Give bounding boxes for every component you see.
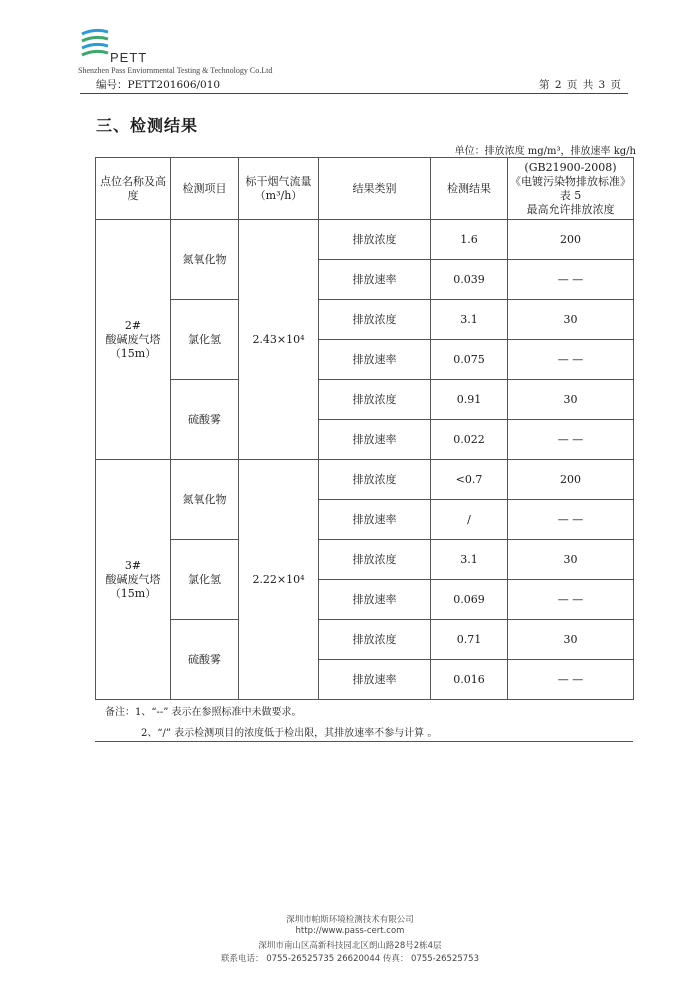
- header-flow: 标干烟气流量（m³/h）: [239, 158, 319, 220]
- limit-cell: 200: [508, 460, 634, 500]
- result-cell: <0.7: [431, 460, 508, 500]
- limit-cell: 200: [508, 220, 634, 260]
- result-cell: 0.039: [431, 260, 508, 300]
- table-row: [96, 300, 634, 340]
- limit-cell: — —: [508, 420, 634, 460]
- location-height: （15m）: [109, 586, 157, 600]
- limit-cell: — —: [508, 260, 634, 300]
- location-name: 酸碱废气塔: [105, 572, 161, 586]
- table-row: [96, 540, 634, 580]
- result-cell: 0.069: [431, 580, 508, 620]
- result-cell: 0.91: [431, 380, 508, 420]
- category-cell: 排放浓度: [319, 540, 431, 580]
- section-title: 三、检测结果: [96, 116, 199, 135]
- location-height: （15m）: [109, 346, 157, 360]
- item-cell: 氯化氢: [171, 300, 239, 380]
- brand-name: PETT: [110, 50, 148, 65]
- limit-cell: 30: [508, 620, 634, 660]
- item-cell: 硫酸雾: [171, 380, 239, 460]
- page-number: 第 2 页 共 3 页: [539, 79, 622, 91]
- header-result: 检测结果: [431, 158, 508, 220]
- category-cell: 排放浓度: [319, 380, 431, 420]
- limit-cell: — —: [508, 340, 634, 380]
- header-divider: [80, 93, 628, 94]
- result-cell: 3.1: [431, 540, 508, 580]
- item-cell: 硫酸雾: [171, 620, 239, 700]
- location-name: 酸碱废气塔: [105, 332, 161, 346]
- category-cell: 排放浓度: [319, 620, 431, 660]
- company-logo: [78, 24, 318, 84]
- header-category: 结果类别: [319, 158, 431, 220]
- limit-cell: 30: [508, 300, 634, 340]
- result-cell: 0.022: [431, 420, 508, 460]
- location-number: 2#: [124, 318, 142, 332]
- limit-cell: — —: [508, 660, 634, 700]
- result-cell: /: [431, 500, 508, 540]
- footer-contact: 联系电话： 0755-26525735 26620044 传真： 0755-26525753: [221, 954, 479, 964]
- category-cell: 排放浓度: [319, 460, 431, 500]
- footer-company: 深圳市帕斯环境检测技术有限公司: [286, 915, 414, 925]
- remarks: [95, 697, 633, 742]
- category-cell: 排放浓度: [319, 220, 431, 260]
- table-row: [96, 220, 634, 260]
- flow-cell: 2.22×10⁴: [239, 460, 319, 700]
- remark-1: 备注：1、“--” 表示在参照标准中未做要求。: [105, 707, 302, 718]
- flow-cell: 2.43×10⁴: [239, 220, 319, 460]
- header-item: 检测项目: [171, 158, 239, 220]
- header-standard-line2: 《电镀污染物排放标准》表 5: [510, 174, 631, 202]
- table-row: [96, 620, 634, 660]
- result-cell: 0.71: [431, 620, 508, 660]
- category-cell: 排放速率: [319, 260, 431, 300]
- category-cell: 排放速率: [319, 660, 431, 700]
- item-cell: 氮氧化物: [171, 460, 239, 540]
- results-table: [95, 157, 634, 700]
- header-standard-line1: (GB21900-2008): [524, 160, 617, 174]
- category-cell: 排放速率: [319, 500, 431, 540]
- location-cell: [96, 460, 171, 700]
- result-cell: 0.016: [431, 660, 508, 700]
- unit-note: 单位：排放浓度 mg/m³，排放速率 kg/h: [454, 146, 636, 157]
- table-row: [96, 380, 634, 420]
- result-cell: 3.1: [431, 300, 508, 340]
- result-cell: 0.075: [431, 340, 508, 380]
- table-row: [96, 460, 634, 500]
- pett-logo-icon: [80, 26, 110, 64]
- document-number: 编号：PETT201606/010: [96, 79, 221, 91]
- footer-address: 深圳市南山区高新科技园北区朗山路28号2栋4层: [258, 941, 442, 951]
- footer-website: http://www.pass-cert.com: [295, 926, 405, 936]
- item-cell: 氮氧化物: [171, 220, 239, 300]
- location-number: 3#: [124, 558, 142, 572]
- header-standard: [508, 158, 634, 220]
- category-cell: 排放速率: [319, 580, 431, 620]
- category-cell: 排放速率: [319, 340, 431, 380]
- header-standard-line3: 最高允许排放浓度: [526, 202, 615, 216]
- limit-cell: 30: [508, 540, 634, 580]
- category-cell: 排放速率: [319, 420, 431, 460]
- category-cell: 排放浓度: [319, 300, 431, 340]
- limit-cell: — —: [508, 580, 634, 620]
- table-header-row: [96, 158, 634, 220]
- location-cell: [96, 220, 171, 460]
- remark-2: 2、“/” 表示检测项目的浓度低于检出限，其排放速率不参与计算 。: [141, 728, 438, 739]
- result-cell: 1.6: [431, 220, 508, 260]
- limit-cell: 30: [508, 380, 634, 420]
- company-name-en: Shenzhen Pass Enviornmental Testing & Technology Co.Ltd: [78, 66, 273, 75]
- header-location: 点位名称及高度: [96, 158, 171, 220]
- item-cell: 氯化氢: [171, 540, 239, 620]
- limit-cell: — —: [508, 500, 634, 540]
